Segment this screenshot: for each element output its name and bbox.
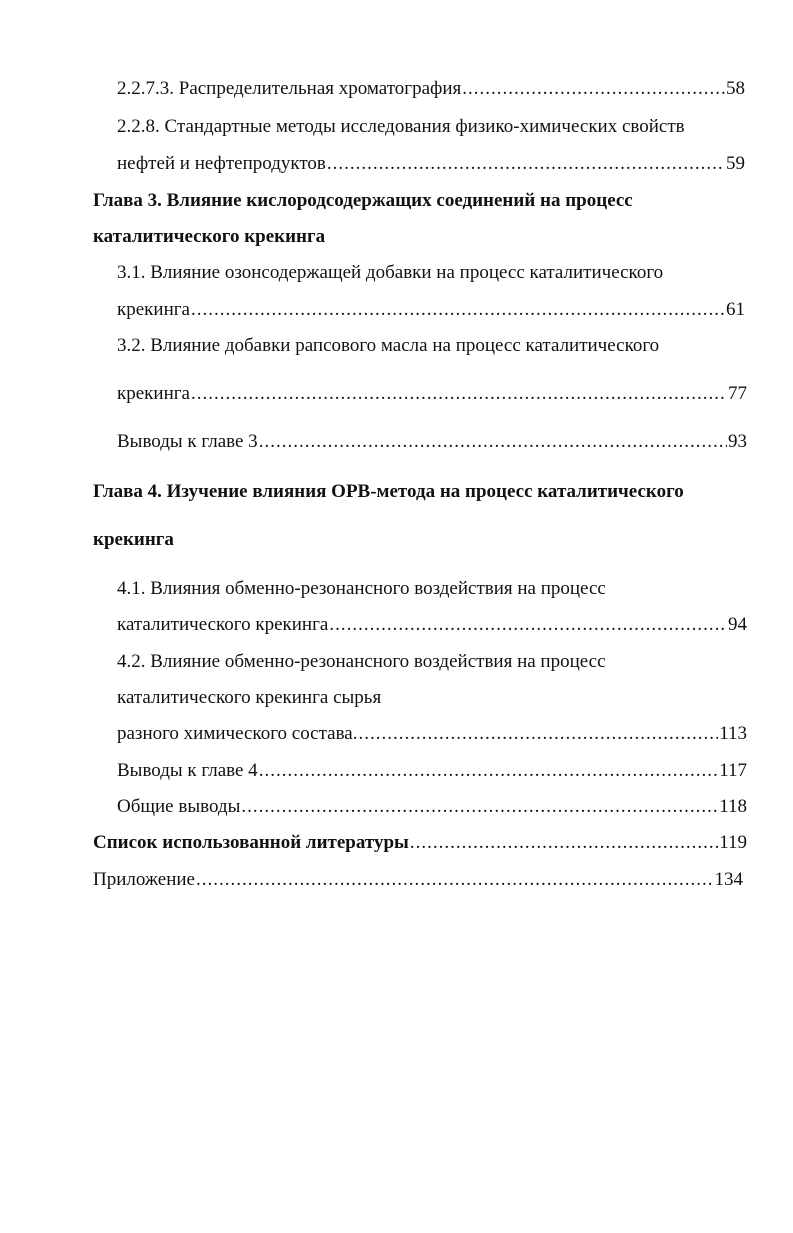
toc-entry-4-1 [117, 613, 747, 637]
toc-entry-page: 113 [719, 723, 747, 744]
dot-leader [191, 382, 727, 406]
toc-entry-title: Список использованной литературы [93, 832, 409, 853]
chapter-4-heading-line2: крекинга [93, 529, 174, 550]
toc-entry-4-2 [117, 722, 747, 746]
toc-entry-page: 117 [719, 760, 747, 781]
toc-entry-page: 119 [719, 832, 747, 853]
dot-leader [410, 831, 718, 855]
toc-entry-general-conclusions [117, 795, 747, 819]
toc-entry-3-1-line1: 3.1. Влияние озонсодержащей добавки на процесс каталитического [117, 262, 664, 283]
dot-leader [191, 298, 725, 322]
toc-entry-page: 61 [726, 299, 745, 320]
toc-entry-title: нефтей и нефтепродуктов [117, 153, 326, 174]
dot-leader [241, 795, 718, 819]
toc-entry-references [93, 831, 747, 855]
dot-leader [259, 759, 719, 783]
toc-entry-title: 2.2.7.3. Распределительная хроматография [117, 78, 462, 99]
toc-entry-title: Общие выводы [117, 796, 241, 817]
toc-entry-page: 58 [726, 78, 745, 99]
dot-leader [329, 613, 727, 637]
toc-entry-2-2-7-3 [117, 77, 745, 101]
toc-entry-page: 94 [728, 614, 747, 635]
toc-entry-title: разного химического состава. [117, 723, 358, 744]
toc-entry-title: каталитического крекинга [117, 614, 329, 635]
toc-entry-2-2-8-line1: 2.2.8. Стандартные методы исследования физико-химических свойств [117, 116, 685, 137]
toc-entry-title: Выводы к главе 4 [117, 760, 258, 781]
dot-leader [259, 430, 727, 454]
toc-entry-title: крекинга [117, 299, 190, 320]
toc-entry-2-2-8 [117, 152, 745, 176]
dot-leader [358, 722, 718, 746]
toc-entry-page: 134 [714, 869, 743, 890]
toc-entry-title: Выводы к главе 3 [117, 431, 258, 452]
toc-entry-4-2-line2: каталитического крекинга сырья [117, 687, 382, 708]
toc-entry-page: 118 [719, 796, 747, 817]
toc-entry-page: 93 [728, 431, 747, 452]
toc-entry-page: 77 [728, 383, 747, 404]
chapter-3-heading-line2: каталитического крекинга [93, 226, 326, 247]
toc-entry-3-2-line1: 3.2. Влияние добавки рапсового масла на процесс каталитического [117, 335, 660, 356]
toc-entry-title: Приложение [93, 869, 195, 890]
toc-entry-conclusions-ch3 [117, 430, 747, 454]
toc-entry-page: 59 [726, 153, 745, 174]
toc-entry-4-1-line1: 4.1. Влияния обменно-резонансного воздействия на процесс [117, 578, 606, 599]
toc-entry-title: крекинга [117, 383, 190, 404]
toc-entry-3-1 [117, 298, 745, 322]
dot-leader [462, 77, 725, 101]
toc-entry-4-2-line1: 4.2. Влияние обменно-резонансного воздействия на процесс [117, 651, 606, 672]
chapter-3-heading-line1: Глава 3. Влияние кислородсодержащих соединений на процесс [93, 190, 633, 211]
chapter-4-heading-line1: Глава 4. Изучение влияния ОРВ-метода на процесс каталитического [93, 481, 684, 502]
toc-entry-3-2 [117, 382, 747, 406]
dot-leader [196, 868, 714, 892]
toc-entry-appendix [93, 868, 743, 892]
toc-entry-conclusions-ch4 [117, 759, 747, 783]
dot-leader [327, 152, 725, 176]
